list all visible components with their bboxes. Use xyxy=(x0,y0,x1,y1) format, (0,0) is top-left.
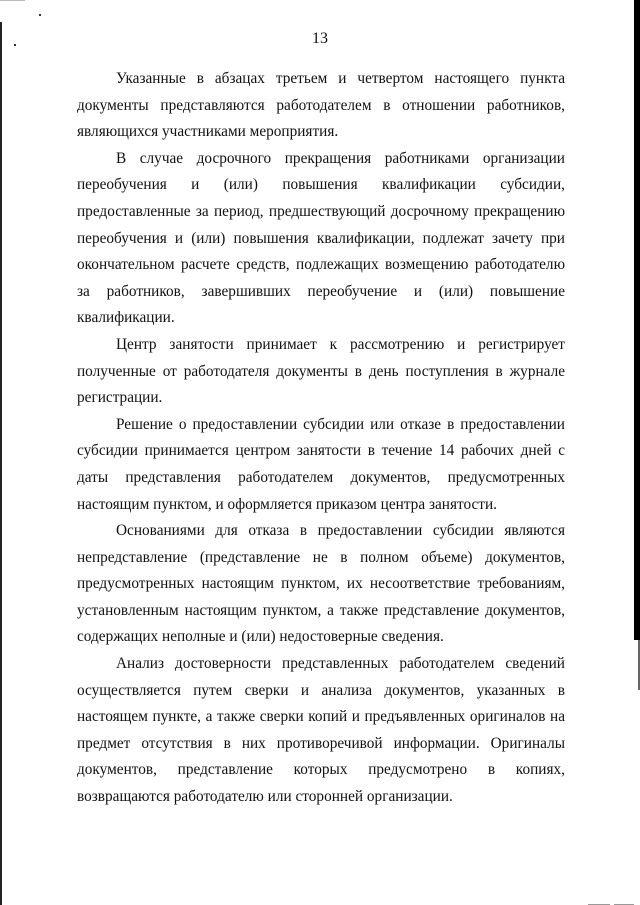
paragraph-refusal-grounds: Основаниями для отказа в предоставлении субсидии являются непредставление (представление не в полном объеме) документов, предусмотренных настоящим пунктом, их несоответствие требованиям, установленным настоящим пунктом, а также представление документов, содержащих неполные и (или) недостоверные сведения. xyxy=(77,522,565,646)
scan-edge-right xyxy=(634,0,640,640)
paragraph-registration: Центр занятости принимает к рассмотрению и регистрирует полученные от работодателя документы в день поступления в журнале регистрации. xyxy=(77,335,565,407)
paragraph-documents-by-employer: Указанные в абзацах третьем и четвертом настоящего пункта документы представляются работодателем в отношении работников, являющихся участниками мероприятия. xyxy=(77,70,565,141)
paragraph-verification: Анализ достоверности представленных работодателем сведений осуществляется путем сверки и анализа документов, указанных в настоящем пункте, а также сверки копий и предъявленных оригиналов на предмет отсутствия в них противоречивой информации. Оригиналы документов, представление которых предусмотрено в копиях, возвращаются работодателю или сторонней организации. xyxy=(77,655,565,806)
page-number: 13 xyxy=(312,30,328,47)
scan-edge-left xyxy=(0,22,2,905)
scan-speck xyxy=(39,14,41,16)
document-body xyxy=(77,66,565,811)
paragraph-decision: Решение о предоставлении субсидии или отказе в предоставлении субсидии принимается центром занятости в течение 14 рабочих дней с даты представления работодателем документов, предусмотренных настоящим пунктом, и оформляется приказом центра занятости. xyxy=(77,415,565,513)
paragraph-early-termination: В случае досрочного прекращения работниками организации переобучения и (или) повышения квалификации субсидии, предоставленные за период, предшествующий досрочному прекращению переобучения и (или) повышения квалификации, подлежат зачету при окончательном расчете средств, подлежащих возмещению работодателю за работников, завершивших переобучение и (или) повышение квалификации. xyxy=(77,149,565,327)
scan-edge-top xyxy=(0,0,25,1)
